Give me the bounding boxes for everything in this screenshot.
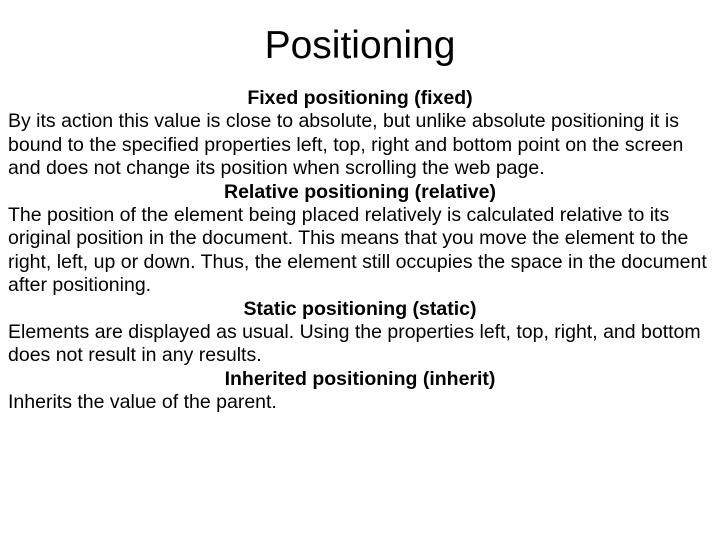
section-heading-fixed: Fixed positioning (fixed) <box>247 87 473 109</box>
slide-title: Positioning <box>264 24 456 67</box>
section-text-static: Elements are displayed as usual. Using the properties left, top, right, and bottom does not result in any results. <box>8 321 701 367</box>
section-heading-inherit: Inherited positioning (inherit) <box>224 367 496 390</box>
slide-content <box>8 87 712 415</box>
section-text-fixed: By its action this value is close to absolute, but unlike absolute positioning it is bound to the specified properties left, top, right and bottom point on the screen and does not change its position when scrolling the web page. <box>8 110 684 180</box>
section-text-relative: The position of the element being placed relatively is calculated relative to its original position in the document. This means that you move the element to the right, left, up or down. Thus, the element still occupies the space in the document after positioning. <box>8 204 707 297</box>
section-heading-relative: Relative positioning (relative) <box>224 180 496 203</box>
section-text-inherit: Inherits the value of the parent. <box>8 391 277 414</box>
section-heading-static: Static positioning (static) <box>243 297 477 320</box>
